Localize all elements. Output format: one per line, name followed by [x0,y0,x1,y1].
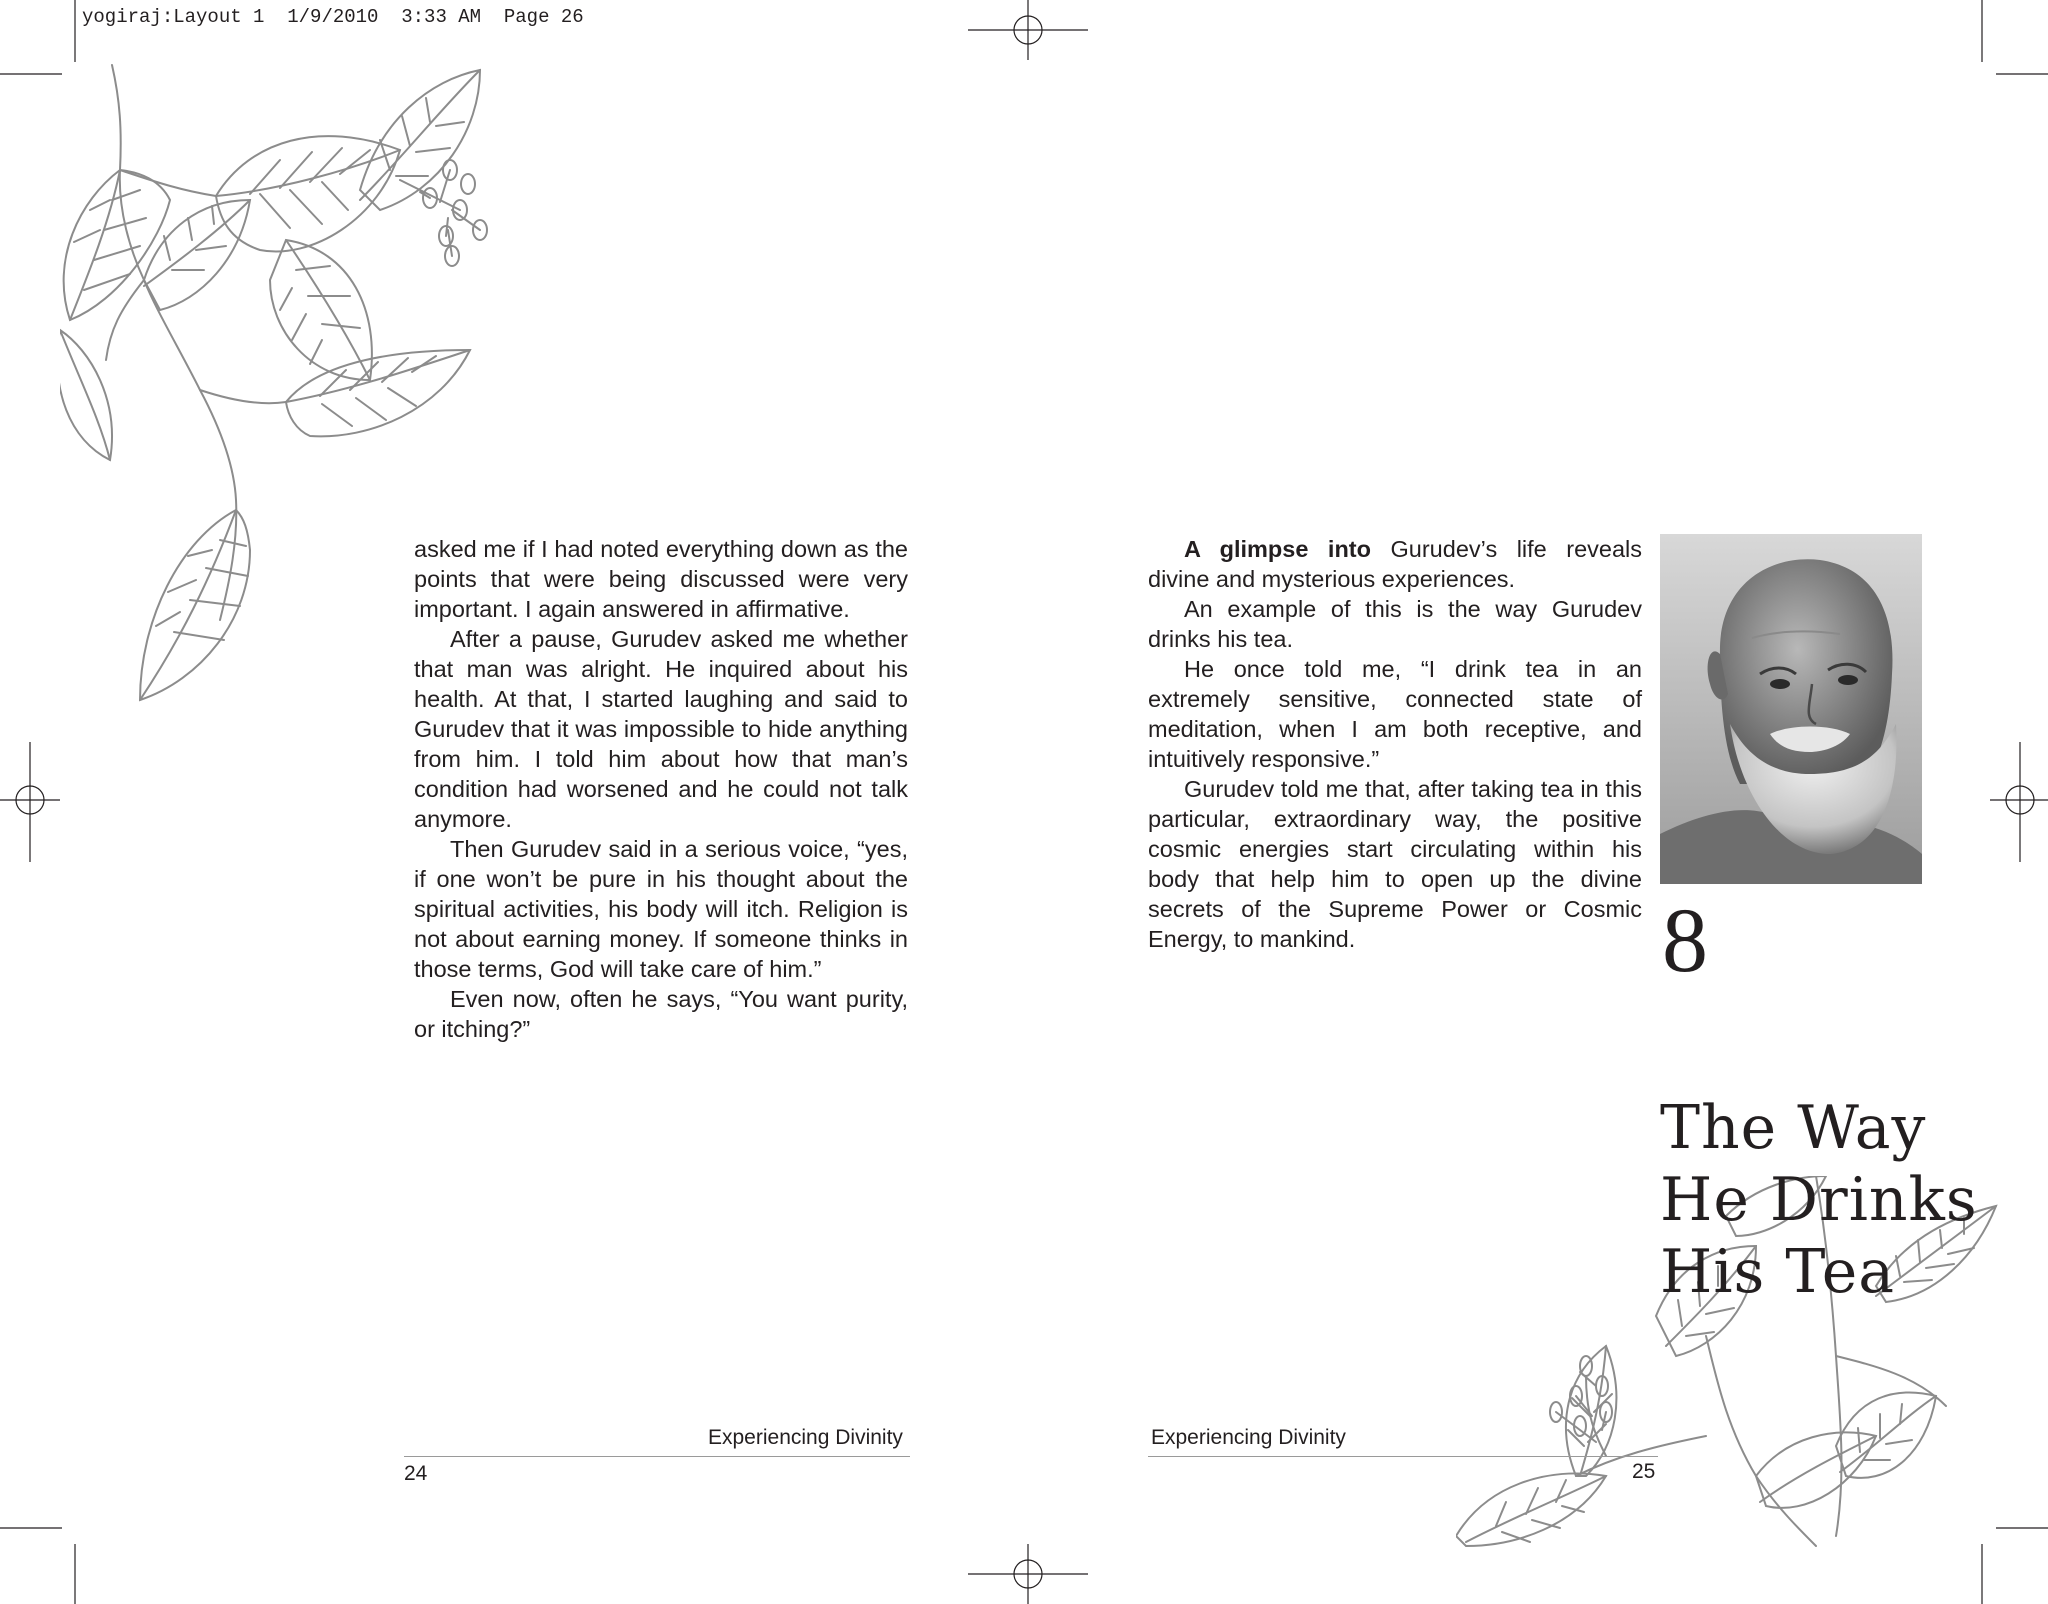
right-lead-paragraph [1148,534,1642,594]
left-paragraph-1: asked me if I had noted everything down as the points that were being discussed were very important. I again answered in affirmative. [414,536,908,622]
right-page-number: 25 [1632,1460,1656,1483]
chapter-title-line-2: He Drinks [1660,1165,1978,1235]
chapter-number: 8 [1662,889,1708,991]
lead-rest-text: Gurudev’s life reveals divine and mysterious experiences. [1148,536,1643,592]
left-page-number: 24 [404,1462,428,1485]
left-footer-title: Experiencing Divinity [708,1426,903,1449]
left-footer-rule [404,1456,910,1457]
left-paragraph-2: After a pause, Gurudev asked me whether that man was alright. He inquired about his health. At that, I started laughing and said to Gurudev that it was impossible to hide anything from him. I told him about how that man’s condition had worsened and he could not talk anymore. [414,626,908,832]
lead-bold-text: A glimpse into [1184,536,1371,562]
slug-line: yogiraj:Layout 1 1/9/2010 3:33 AM Page 26 [82,6,584,28]
right-paragraph-2: An example of this is the way Gurudev drinks his tea. [1148,596,1642,652]
left-paragraph-4: Even now, often he says, “You want purity, or itching?” [414,986,908,1042]
right-page-body [1148,534,1642,954]
right-paragraph-4: Gurudev told me that, after taking tea in this particular, extraordinary way, the positive cosmic energies start circulating within his body that help him to open up the divine secrets of the Supreme Power or Cosmic Energy, to mankind. [1148,776,1642,952]
right-footer-title: Experiencing Divinity [1151,1426,1346,1449]
chapter-title [1660,1092,1978,1308]
right-footer-rule [1148,1456,1658,1457]
right-paragraph-3: He once told me, “I drink tea in an extremely sensitive, connected state of meditation, when I am both receptive, and intuitively responsive.” [1148,656,1642,772]
left-paragraph-3: Then Gurudev said in a serious voice, “yes, if one won’t be pure in his thought about the spiritual activities, his body will itch. Religion is not about earning money. If someone thinks in those terms, God will take care of him.” [414,836,908,982]
left-page-body [414,534,908,1044]
chapter-title-line-1: The Way [1660,1093,1927,1163]
chapter-title-line-3: His Tea [1660,1237,1896,1307]
gurudev-portrait [1660,534,1922,884]
